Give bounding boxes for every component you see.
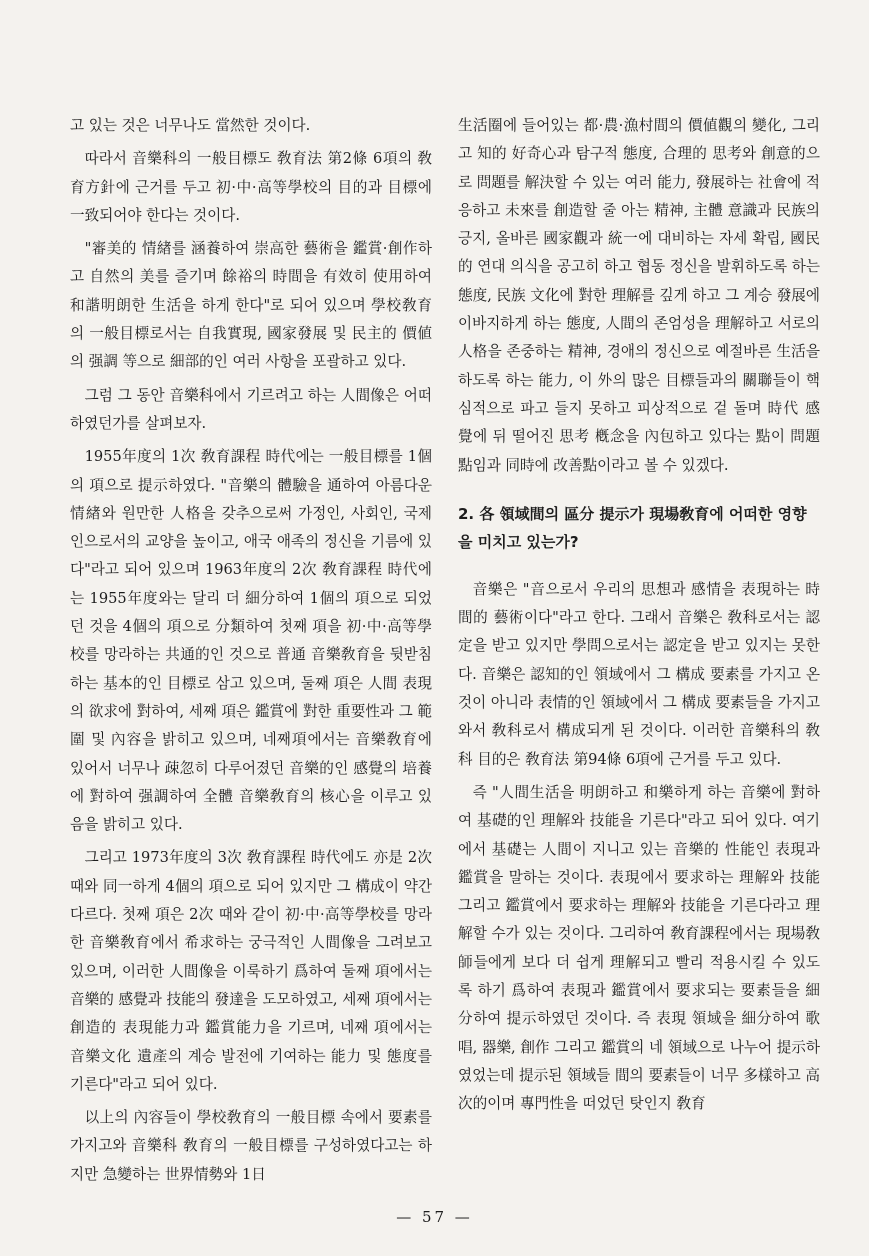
- paragraph: 즉 "人間生活을 明朗하고 和樂하게 하는 音樂에 對하여 基礎的인 理解와 技能을 기른다"라고 되어 있다. 여기에서 基礎는 人間이 지니고 있는 音樂的 性能인 表現과 鑑賞을 말하는 것이다. 表現에서 要求하는 理解와 技能 그리고 鑑賞에서 要求하는 理解와 技能을 기른다라고 理解할 수가 있는 것이다. 그리하여 敎育課程에서는 現場敎師들에게 보다 더 쉽게 理解되고 빨리 적용시킬 수 있도록 하기 爲하여 表現과 鑑賞에서 要求되는 要素들을 細分하여 提示하였던 것이다. 즉 表現 領域을 細分하여 歌唱, 器樂, 創作 그리고 鑑賞의 네 領域으로 나누어 提示하였었는데 提示된 領域들 間의 要素들이 너무 多樣하고 高次的이며 專門性을 떠었던 탓인지 敎育: [458, 783, 820, 1113]
- section-heading: 2. 各 領域間의 區分 提示가 現場敎育에 어떠한 영향을 미치고 있는가?: [458, 504, 807, 551]
- left-column: [70, 112, 432, 1194]
- paragraph: 고 있는 것은 너무나도 當然한 것이다.: [70, 117, 311, 134]
- paragraph: 1955年度의 1次 敎育課程 時代에는 一般目標를 1個의 項으로 提示하였다. "音樂의 體驗을 通하여 아름다운 情緖와 원만한 人格을 갖추으로써 가정인, 사회인, 국제인으로서의 교양을 높이고, 애국 애족의 정신을 기름에 있다"라고 되어 있으며 1963年度의 2次 敎育課程 時代에는 1955年度와는 달리 더 細分하여 1個의 項으로 되었던 것을 4個의 項으로 分類하여 첫째 項을 初·中·高等學校를 망라하는 共通的인 것으로 普通 音樂敎育을 뒷받침하는 基本的인 目標로 삼고 있으며, 둘째 項은 人間 表現의 欲求에 對하여, 세째 項은 鑑賞에 對한 重要性과 그 範圍 및 內容을 밝히고 있으며, 네째項에서는 音樂敎育에 있어서 너무나 疎忽히 다루어졌던 音樂的인 感覺의 培養에 對하여 强調하여 全體 音樂敎育의 核心을 이루고 있음을 밝히고 있다.: [70, 448, 432, 834]
- paragraph: 그럼 그 동안 音樂科에서 기르려고 하는 人間像은 어떠하였던가를 살펴보자.: [70, 386, 432, 432]
- paragraph: 生活圈에 들어있는 都·農·漁村間의 價値觀의 變化, 그리고 知的 好奇心과 탐구적 態度, 合理的 思考와 創意的으로 問題를 解決할 수 있는 여러 能力, 發展하는 社會에 적응하고 未來를 創造할 줄 아는 精神, 主體 意識과 民族의 긍지, 올바른 國家觀과 統一에 대비하는 자세 확립, 國民的 연대 의식을 공고히 하고 협동 정신을 발휘하도록 하는 態度, 民族 文化에 對한 理解를 깊게 하고 그 계승 發展에 이바지하게 하는 態度, 人間의 존엄성을 理解하고 서로의 人格을 존중하는 精神, 경애의 정신으로 예절바른 生活을 하도록 하는 能力, 이 外의 많은 目標들과의 關聯들이 핵심적으로 파고 들지 못하고 피상적으로 겉 돌며 時代 感覺에 뒤 떨어진 思考 槪念을 內包하고 있다는 點이 問題點임과 同時에 改善點이라고 볼 수 있겠다.: [458, 117, 820, 474]
- page-number: — 57 —: [396, 1208, 473, 1226]
- paragraph: 따라서 音樂科의 一般目標도 敎育法 第2條 6項의 敎育方針에 근거를 두고 初·中·高等學校의 目的과 目標에 一致되어야 한다는 것이다.: [70, 150, 432, 224]
- paragraph: "審美的 情緖를 涵養하여 崇高한 藝術을 鑑賞·創作하고 自然의 美를 즐기며 餘裕의 時間을 有效히 使用하여 和諧明朗한 生活을 하게 한다"로 되어 있으며 學校敎育의 一般目標로서는 自我實現, 國家發展 및 民主的 價値의 强調 等으로 細部的인 여러 사항을 포괄하고 있다.: [70, 240, 432, 371]
- paragraph: 以上의 內容들이 學校敎育의 一般目標 속에서 要素를 가지고와 音樂科 敎育의 一般目標를 구성하였다고는 하지만 急變하는 世界情勢와 1日: [70, 1109, 432, 1183]
- paragraph: 그리고 1973年度의 3次 敎育課程 時代에도 亦是 2次 때와 同一하게 4個의 項으로 되어 있지만 그 構成이 약간 다르다. 첫째 項은 2次 때와 같이 初·中·高等學校를 망라한 音樂敎育에서 希求하는 궁극적인 人間像을 그려보고 있으며, 이러한 人間像을 이룩하기 爲하여 둘째 項에서는 音樂的 感覺과 技能의 發達을 도모하였고, 세째 項에서는 創造的 表現能力과 鑑賞能力을 기르며, 네째 項에서는 音樂文化 遺產의 계승 발전에 기여하는 能力 및 態度를 기른다"라고 되어 있다.: [70, 849, 432, 1093]
- paragraph: 音樂은 "音으로서 우리의 思想과 感情을 表現하는 時間的 藝術이다"라고 한다. 그래서 音樂은 敎科로서는 認定을 받고 있지만 學問으로서는 認定을 받고 있지는 못한다. 音樂은 認知的인 領域에서 그 構成 要素를 가지고 온것이 아니라 表情的인 領域에서 그 構成 要素들을 가지고 와서 敎科로서 構成되게 된 것이다. 이러한 音樂科의 敎科 目的은 敎育法 第94條 6項에 근거를 두고 있다.: [458, 580, 820, 768]
- right-column: [458, 112, 820, 1124]
